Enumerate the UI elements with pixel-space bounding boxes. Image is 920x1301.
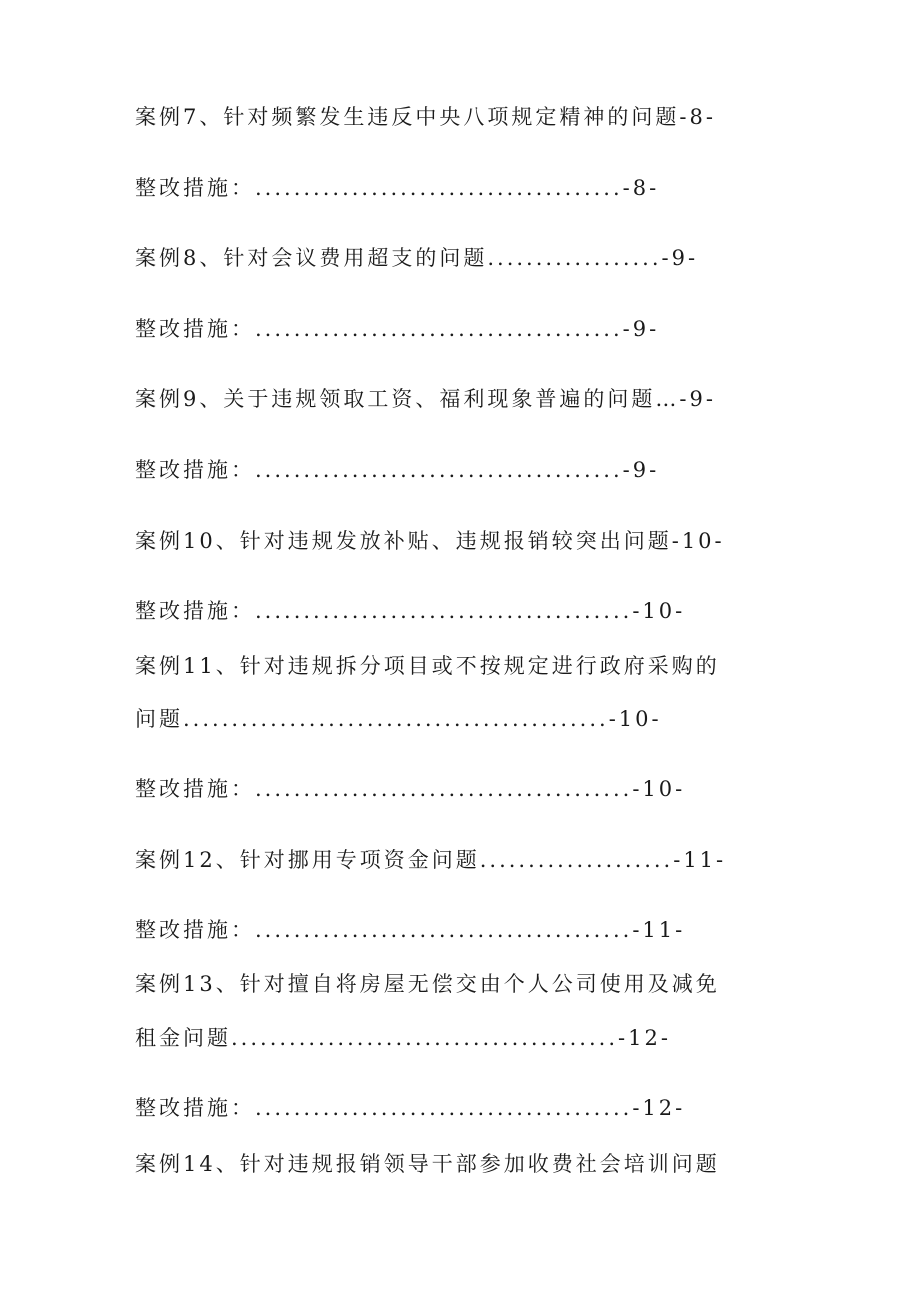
- toc-entry-case-11-line2[interactable]: 问题............................................-10-: [135, 707, 662, 731]
- toc-entry-case-8[interactable]: 案例8、针对会议费用超支的问题..................-9-: [135, 246, 699, 270]
- toc-entry-measures-13[interactable]: 整改措施：.......................................-12-: [135, 1096, 686, 1120]
- toc-entry-measures-9[interactable]: 整改措施：......................................-9-: [135, 458, 660, 482]
- toc-entry-case-12[interactable]: 案例12、针对挪用专项资金问题....................-11-: [135, 848, 727, 872]
- toc-entry-case-13-line1[interactable]: 案例13、针对擅自将房屋无偿交由个人公司使用及减免: [135, 972, 720, 996]
- toc-entry-case-9[interactable]: 案例9、关于违规领取工资、福利现象普遍的问题…-9-: [135, 387, 716, 411]
- toc-entry-measures-12[interactable]: 整改措施：.......................................-11-: [135, 918, 686, 942]
- toc-entry-case-14[interactable]: 案例14、针对违规报销领导干部参加收费社会培训问题: [135, 1152, 720, 1176]
- toc-entry-case-10[interactable]: 案例10、针对违规发放补贴、违规报销较突出问题-10-: [135, 529, 725, 553]
- toc-entry-measures-10[interactable]: 整改措施：.......................................-10-: [135, 599, 686, 623]
- toc-entry-measures-8[interactable]: 整改措施：......................................-9-: [135, 317, 660, 341]
- toc-entry-case-7[interactable]: 案例7、针对频繁发生违反中央八项规定精神的问题-8-: [135, 105, 716, 129]
- toc-entry-measures-11[interactable]: 整改措施：.......................................-10-: [135, 777, 686, 801]
- toc-entry-measures-7[interactable]: 整改措施：......................................-8-: [135, 176, 660, 200]
- toc-entry-case-11-line1[interactable]: 案例11、针对违规拆分项目或不按规定进行政府采购的: [135, 654, 720, 678]
- toc-entry-case-13-line2[interactable]: 租金问题........................................-12-: [135, 1026, 671, 1050]
